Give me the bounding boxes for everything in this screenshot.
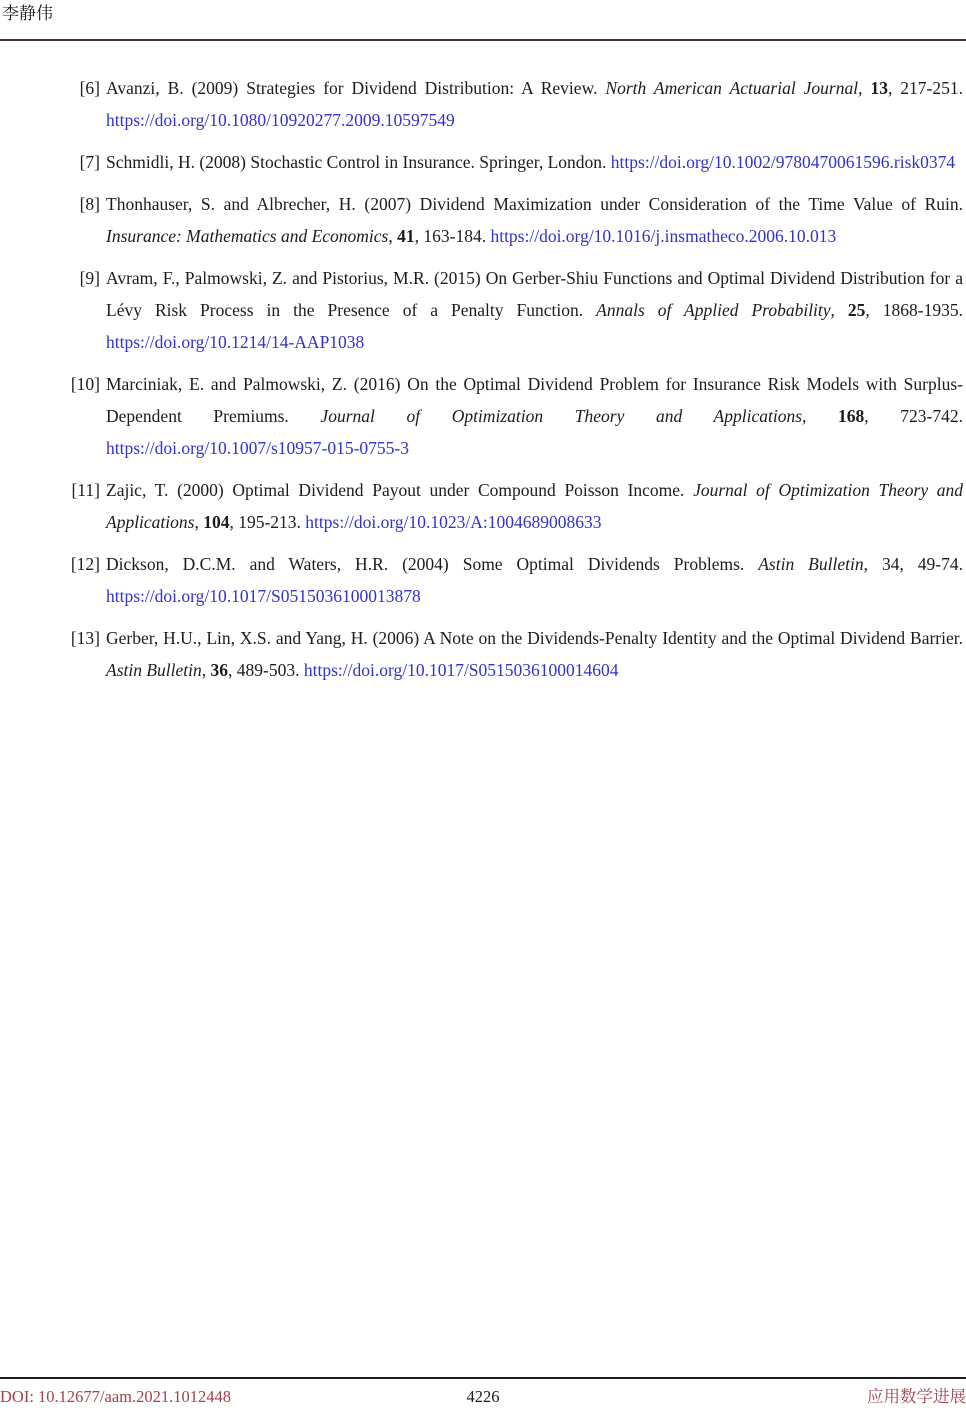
reference-item — [63, 72, 963, 136]
reference-text-segment: Astin Bulletin — [758, 554, 864, 574]
reference-number: [8] — [79, 194, 100, 214]
reference-text-segment: Schmidli, H. (2008) Stochastic Control in Insurance. Springer, London. — [106, 152, 611, 172]
reference-text-segment: Journal of Optimization Theory and Applications — [106, 480, 963, 532]
reference-number: [11] — [71, 480, 100, 500]
reference-number: [13] — [70, 628, 100, 648]
reference-text — [106, 152, 955, 172]
reference-text-segment: , — [830, 300, 848, 320]
reference-text-segment: 41 — [397, 226, 415, 246]
reference-text — [106, 78, 963, 130]
reference-text-segment: 104 — [203, 512, 230, 532]
header-rule — [0, 39, 966, 41]
footer-page-number: 4226 — [466, 1387, 500, 1406]
reference-text-segment: Insurance: Mathematics and Economics — [106, 226, 389, 246]
footer-doi-link[interactable]: DOI: 10.12677/aam.2021.1012448 — [0, 1387, 231, 1406]
reference-text-segment: Astin Bulletin — [106, 660, 202, 680]
reference-text-segment: 13 — [870, 78, 888, 98]
doi-link[interactable]: https://doi.org/10.1017/S0515036100013878 — [106, 586, 421, 606]
reference-text-segment: , 163-184. — [414, 226, 491, 246]
reference-text — [106, 554, 963, 606]
doi-link[interactable]: https://doi.org/10.1080/10920277.2009.10597549 — [106, 110, 455, 130]
reference-text-segment: Avanzi, B. (2009) Strategies for Dividend Distribution: A Review. — [106, 78, 606, 98]
reference-number: [9] — [79, 268, 100, 288]
doi-link[interactable]: https://doi.org/10.1017/S0515036100014604 — [303, 660, 619, 680]
reference-text-segment: , 489-503. — [228, 660, 304, 680]
reference-text-segment: , — [194, 512, 204, 532]
reference-item — [63, 262, 963, 358]
reference-item — [63, 622, 963, 686]
reference-text — [106, 374, 963, 458]
reference-text-segment: Dickson, D.C.M. and Waters, H.R. (2004) Some Optimal Dividends Problems. — [106, 554, 759, 574]
doi-link[interactable]: https://doi.org/10.1007/s10957-015-0755-3 — [106, 438, 410, 458]
doi-link[interactable]: https://doi.org/10.1023/A:1004689008633 — [305, 512, 602, 532]
reference-text-segment: Journal of Optimization Theory and Applications — [320, 406, 803, 426]
page-footer — [0, 1384, 966, 1410]
reference-item — [63, 548, 963, 612]
reference-text — [106, 480, 963, 532]
reference-text-segment: Gerber, H.U., Lin, X.S. and Yang, H. (2006) A Note on the Dividends-Penalty Identity and the Optimal Dividend Barrier. — [106, 628, 963, 648]
reference-text-segment: 25 — [847, 300, 866, 320]
doi-link[interactable]: https://doi.org/10.1016/j.insmatheco.2006.10.013 — [490, 226, 837, 246]
reference-number: [12] — [70, 554, 100, 574]
reference-text-segment: Annals of Applied Probability — [596, 300, 831, 320]
reference-text-segment: Thonhauser, S. and Albrecher, H. (2007) Dividend Maximization under Consideration of the Time Value of Ruin. — [106, 194, 963, 214]
reference-item — [63, 474, 963, 538]
footer-rule — [0, 1377, 966, 1379]
reference-number: [7] — [79, 152, 100, 172]
reference-text-segment: , 34, 49-74. — [863, 554, 963, 574]
running-head-author: 李静伟 — [2, 4, 53, 23]
reference-text — [106, 194, 963, 246]
reference-item — [63, 146, 963, 178]
reference-text — [106, 628, 963, 680]
reference-text-segment: , — [388, 226, 398, 246]
doi-link[interactable]: https://doi.org/10.1214/14-AAP1038 — [106, 332, 365, 352]
reference-text-segment: , 723-742. — [864, 406, 963, 426]
reference-number: [10] — [70, 374, 100, 394]
doi-link[interactable]: https://doi.org/10.1002/9780470061596.risk0374 — [610, 152, 956, 172]
reference-text-segment: 36 — [210, 660, 229, 680]
reference-item — [63, 188, 963, 252]
reference-text-segment: , 195-213. — [229, 512, 306, 532]
reference-text-segment: Avram, F., Palmowski, Z. and Pistorius, M.R. (2015) On Gerber-Shiu Functions and Optimal Dividend Distribution for a Lévy Risk Process in the Presence of a Penalty Function. — [106, 268, 963, 320]
footer-journal-link[interactable]: 应用数学进展 — [867, 1387, 966, 1406]
reference-text-segment: Marciniak, E. and Palmowski, Z. (2016) On the Optimal Dividend Problem for Insurance Risk Models with Surplus-Dependent Premiums. — [106, 374, 963, 426]
reference-text-segment: , — [802, 406, 839, 426]
reference-text-segment: , 217-251. — [887, 78, 963, 98]
reference-number: [6] — [79, 78, 100, 98]
references-list — [63, 72, 963, 696]
reference-text-segment: , 1868-1935. — [865, 300, 963, 320]
reference-text-segment: , — [858, 78, 871, 98]
reference-text — [106, 268, 963, 352]
reference-item — [63, 368, 963, 464]
reference-text-segment: , — [201, 660, 211, 680]
reference-text-segment: North American Actuarial Journal — [605, 78, 859, 98]
reference-text-segment: Zajic, T. (2000) Optimal Dividend Payout under Compound Poisson Income. — [106, 480, 694, 500]
reference-text-segment: 168 — [838, 406, 865, 426]
